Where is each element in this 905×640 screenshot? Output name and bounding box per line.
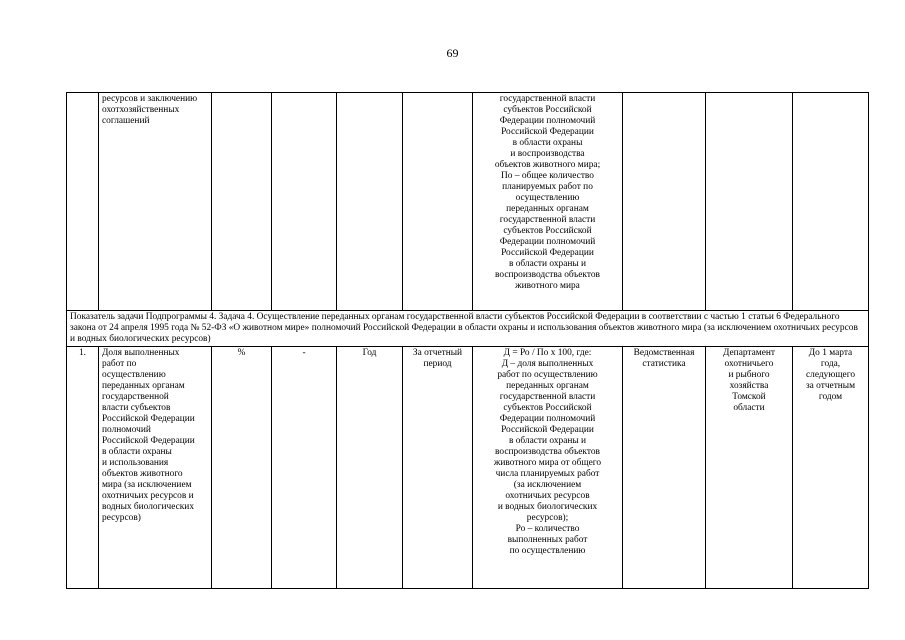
cell-col4 xyxy=(272,93,337,311)
cell-deadline xyxy=(793,93,869,311)
row-number: 1. xyxy=(67,347,99,589)
cell-source xyxy=(623,93,706,311)
deadline: До 1 марта года, следующего за отчетным годом xyxy=(793,347,869,589)
data-source: Ведомственная статистика xyxy=(623,347,706,589)
section-header-text: Показатель задачи Подпрограммы 4. Задача 4. Осуществление переданных органам государственной власти субъектов Российской Федерации в соответствии с частью 1 статьи 6 Федерального закона от 24 апреля 1995 года № 52-ФЗ «О животном мире» полномочий Российской Федерации в области охраны и использования объектов животного мира (за исключением охотничьих ресурсов и водных биологических ресурсов) xyxy=(67,311,869,347)
table-row xyxy=(67,347,869,589)
responsible: Департамент охотничьего и рыбного хозяйства Томской области xyxy=(706,347,793,589)
cell-responsible xyxy=(706,93,793,311)
cell-num xyxy=(67,93,99,311)
indicator-name: Доля выполненных работ по осуществлению переданных органам государственной власти субъектов Российской Федерации полномочий Российской Федерации в области охраны и использования объектов животного мира (за исключением охотничьих ресурсов и водных биологических ресурсов) xyxy=(99,347,212,589)
formula: Д = Ро / По х 100, где: Д – доля выполненных работ по осуществлению переданных органам государственной власти субъектов Российской Федерации полномочий Российской Федерации в области охраны и воспроизводства объектов животного мира от общего числа планируемых работ (за исключением охотничьих ресурсов и водных биологических ресурсов); Ро – количество выполненных работ по осуществлению xyxy=(473,347,623,589)
time-term: За отчетный период xyxy=(403,347,473,589)
periodicity: Год xyxy=(337,347,403,589)
table-row-continued xyxy=(67,93,869,311)
indicator-table xyxy=(66,92,869,589)
cell-name: ресурсов и заключению охотхозяйственных соглашений xyxy=(99,93,212,311)
cell-term xyxy=(403,93,473,311)
section-header-row xyxy=(67,311,869,347)
cell-unit xyxy=(212,93,272,311)
cell-period xyxy=(337,93,403,311)
cell-formula: государственной власти субъектов Российской Федерации полномочий Российской Федерации в области охраны и воспроизводства объектов животного мира; По – общее количество планируемых работ по осуществлению переданных органам государственной власти субъектов Российской Федерации полномочий Российской Федерации в области охраны и воспроизводства объектов животного мира xyxy=(473,93,623,311)
page-number: 69 xyxy=(446,46,459,60)
dash-value: - xyxy=(272,347,337,589)
unit: % xyxy=(212,347,272,589)
